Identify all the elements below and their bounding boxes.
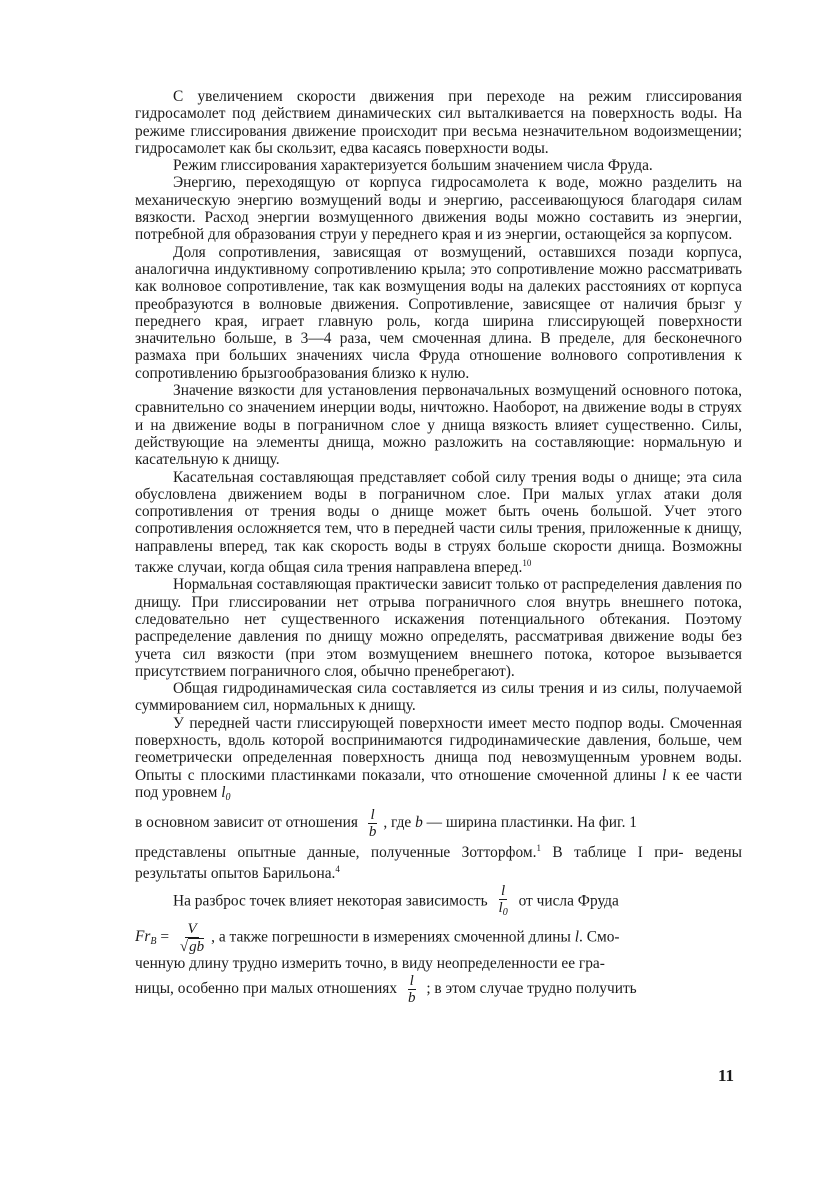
main-text xyxy=(135,88,742,1006)
page-body xyxy=(135,88,742,1006)
formula-line-fr-def xyxy=(135,921,742,955)
scatter-intro: На разброс точек влияет некоторая зависимость xyxy=(173,892,488,910)
paragraph-6-text: Касательная составляющая представляет собой силу трения воды о днище; эта сила обусловлена движением воды в пограничном слое. При малых углах атаки доля сопротивления от трения воды о днище может быть очень большой. Учет этого сопротивления осложняется тем, что в передней части силы трения, приложенные к днищу, направлены вперед, так как скорость воды в струях больше скорости днища. Возможны также случаи, когда общая сила трения направлена вперед. xyxy=(135,468,742,577)
footnote-ref-4: 4 xyxy=(335,864,340,875)
hyphen-tail: . Смо- xyxy=(579,928,620,946)
ratio-intro: в основном зависит от отношения xyxy=(135,813,358,831)
froude-symbol: $Fr_B$ xyxy=(135,928,157,948)
fraction-numerator: V xyxy=(187,920,197,937)
symbol-b: b xyxy=(415,813,423,831)
paragraph-10-continued: ченную длину трудно измерить точно, в виду неопределенности ее гра- xyxy=(135,954,605,972)
fraction-numerator: l xyxy=(501,882,506,899)
fraction-denominator: b xyxy=(407,989,416,1006)
fraction-numerator: l xyxy=(409,972,414,989)
fraction-v-over-sqrt-gb xyxy=(178,921,206,955)
barillon-text: ведены результаты опытов Барильона. xyxy=(135,844,742,883)
symbol-l: l xyxy=(662,766,667,784)
sqrt-radicand: gb xyxy=(189,938,205,955)
paragraph-6 xyxy=(135,469,742,577)
paragraph-9-tail: к ее части под уровнем xyxy=(135,766,742,801)
ratio-where: , где xyxy=(383,813,412,831)
last-line-text xyxy=(135,973,637,1006)
ratio-definition: — ширина пластинки. На фиг. 1 xyxy=(426,813,637,831)
paragraph-2: Режим глиссирования характеризуется большим значением числа Фруда. xyxy=(173,157,653,175)
error-text: , а также погрешности в измерениях смоченной длины xyxy=(211,928,571,946)
footnote-ref-10: 10 xyxy=(522,558,532,569)
boundary-text: ницы, особенно при малых отношениях xyxy=(135,979,398,997)
fraction-l-over-b xyxy=(367,807,379,840)
formula-line-froude xyxy=(135,883,742,921)
formula-line-ratio xyxy=(135,806,742,840)
froude-label: от числа Фруда xyxy=(518,892,619,910)
fraction-denominator: √gb xyxy=(179,938,205,955)
paragraph-8: Общая гидродинамическая сила составляется из силы трения и из силы, получаемой суммированием сил, нормальных к днищу. xyxy=(135,680,742,715)
froude-line-text xyxy=(135,883,619,921)
paragraph-9 xyxy=(135,715,742,806)
paragraph-1: С увеличением скорости движения при переходе на режим глиссирования гидросамолет под действием динамических сил выталкивается на поверхность воды. На режиме глиссирования движение происходит при весьма незначительном водоизмещении; гидросамолет как бы скользит, едва касаясь поверхности воды. xyxy=(135,88,742,157)
equals-sign: = xyxy=(160,928,170,946)
table-ref-text: В таблице I при- xyxy=(552,844,684,862)
ratio-line-text xyxy=(135,807,637,840)
paragraph-9-text: У передней части глиссирующей поверхности имеет место подпор воды. Смоченная поверхность, вдоль которой воспринимаются гидродинамические давления, больше, чем геометрически определенная поверхность днища под невозмущенным уровнем воды. Опыты с плоскими пластинками показали, что отношение смоченной длины xyxy=(135,714,742,784)
fraction-denominator: $l_0$ xyxy=(498,899,508,918)
formula-line-last xyxy=(135,972,742,1006)
paragraph-9-continued xyxy=(135,840,742,883)
fraction-numerator: l xyxy=(370,806,375,823)
closing-text: ; в этом случае трудно получить xyxy=(426,979,637,997)
paragraph-4: Доля сопротивления, зависящая от возмущений, оставшихся позади корпуса, аналогична индуктивному сопротивлению крыла; это сопротивление можно рассматривать как волновое сопротивление, так как возмущения воды на далеких расстояниях от корпуса преобразуются в волновые движения. Сопротивление, зависящее от наличия брызг у переднего края, играет главную роль, когда ширина глиссирующей поверхности значительно больше, в 3—4 раза, чем смоченная длина. В пределе, для бесконечного размаха при больших значениях числа Фруда отношение волнового сопротивления к сопротивлению брызгообразования близко к нулю. xyxy=(135,243,742,382)
page-number: 11 xyxy=(718,1066,735,1085)
symbol-l0: $l_0$ xyxy=(221,783,231,803)
symbol-l: l xyxy=(574,928,580,946)
zottorf-text: представлены опытные данные, полученные Зотторфом. xyxy=(135,844,537,862)
paragraph-3: Энергию, переходящую от корпуса гидросамолета к воде, можно разделить на механическую энергию возмущений воды и энергию, рассеивающуюся благодаря силам вязкости. Расход энергии возмущенного движения воды можно составить из энергии, потребной для образования струи у переднего края и из энергии, остающейся за корпусом. xyxy=(135,174,742,244)
fraction-l-over-b xyxy=(406,973,418,1006)
fraction-l-over-l0 xyxy=(497,883,510,921)
fraction-denominator: b xyxy=(368,823,377,840)
paragraph-7: Нормальная составляющая практически зависит только от распределения давления по днищу. При глиссировании нет отрыва пограничного слоя внутрь внешнего потока, следовательно нет существенного искажения потенциального обтекания. Поэтому распределение давления по днищу можно определять, рассматривая движение воды без учета сил вязкости (при этом возмущением внешнего потока, которое вызывается присутствием пограничного слоя, обычно пренебрегают). xyxy=(135,576,742,680)
fr-def-text xyxy=(135,921,620,955)
paragraph-5: Значение вязкости для установления первоначальных возмущений основного потока, сравнительно со значением инерции воды, ничтожно. Наоборот, на движение воды в струях и на движение воды в пограничном слое у днища вязкость влияет существенно. Силы, действующие на элементы днища, можно разложить на составляющие: нормальную и касательную к днищу. xyxy=(135,382,742,469)
footnote-ref-1: 1 xyxy=(536,843,541,854)
